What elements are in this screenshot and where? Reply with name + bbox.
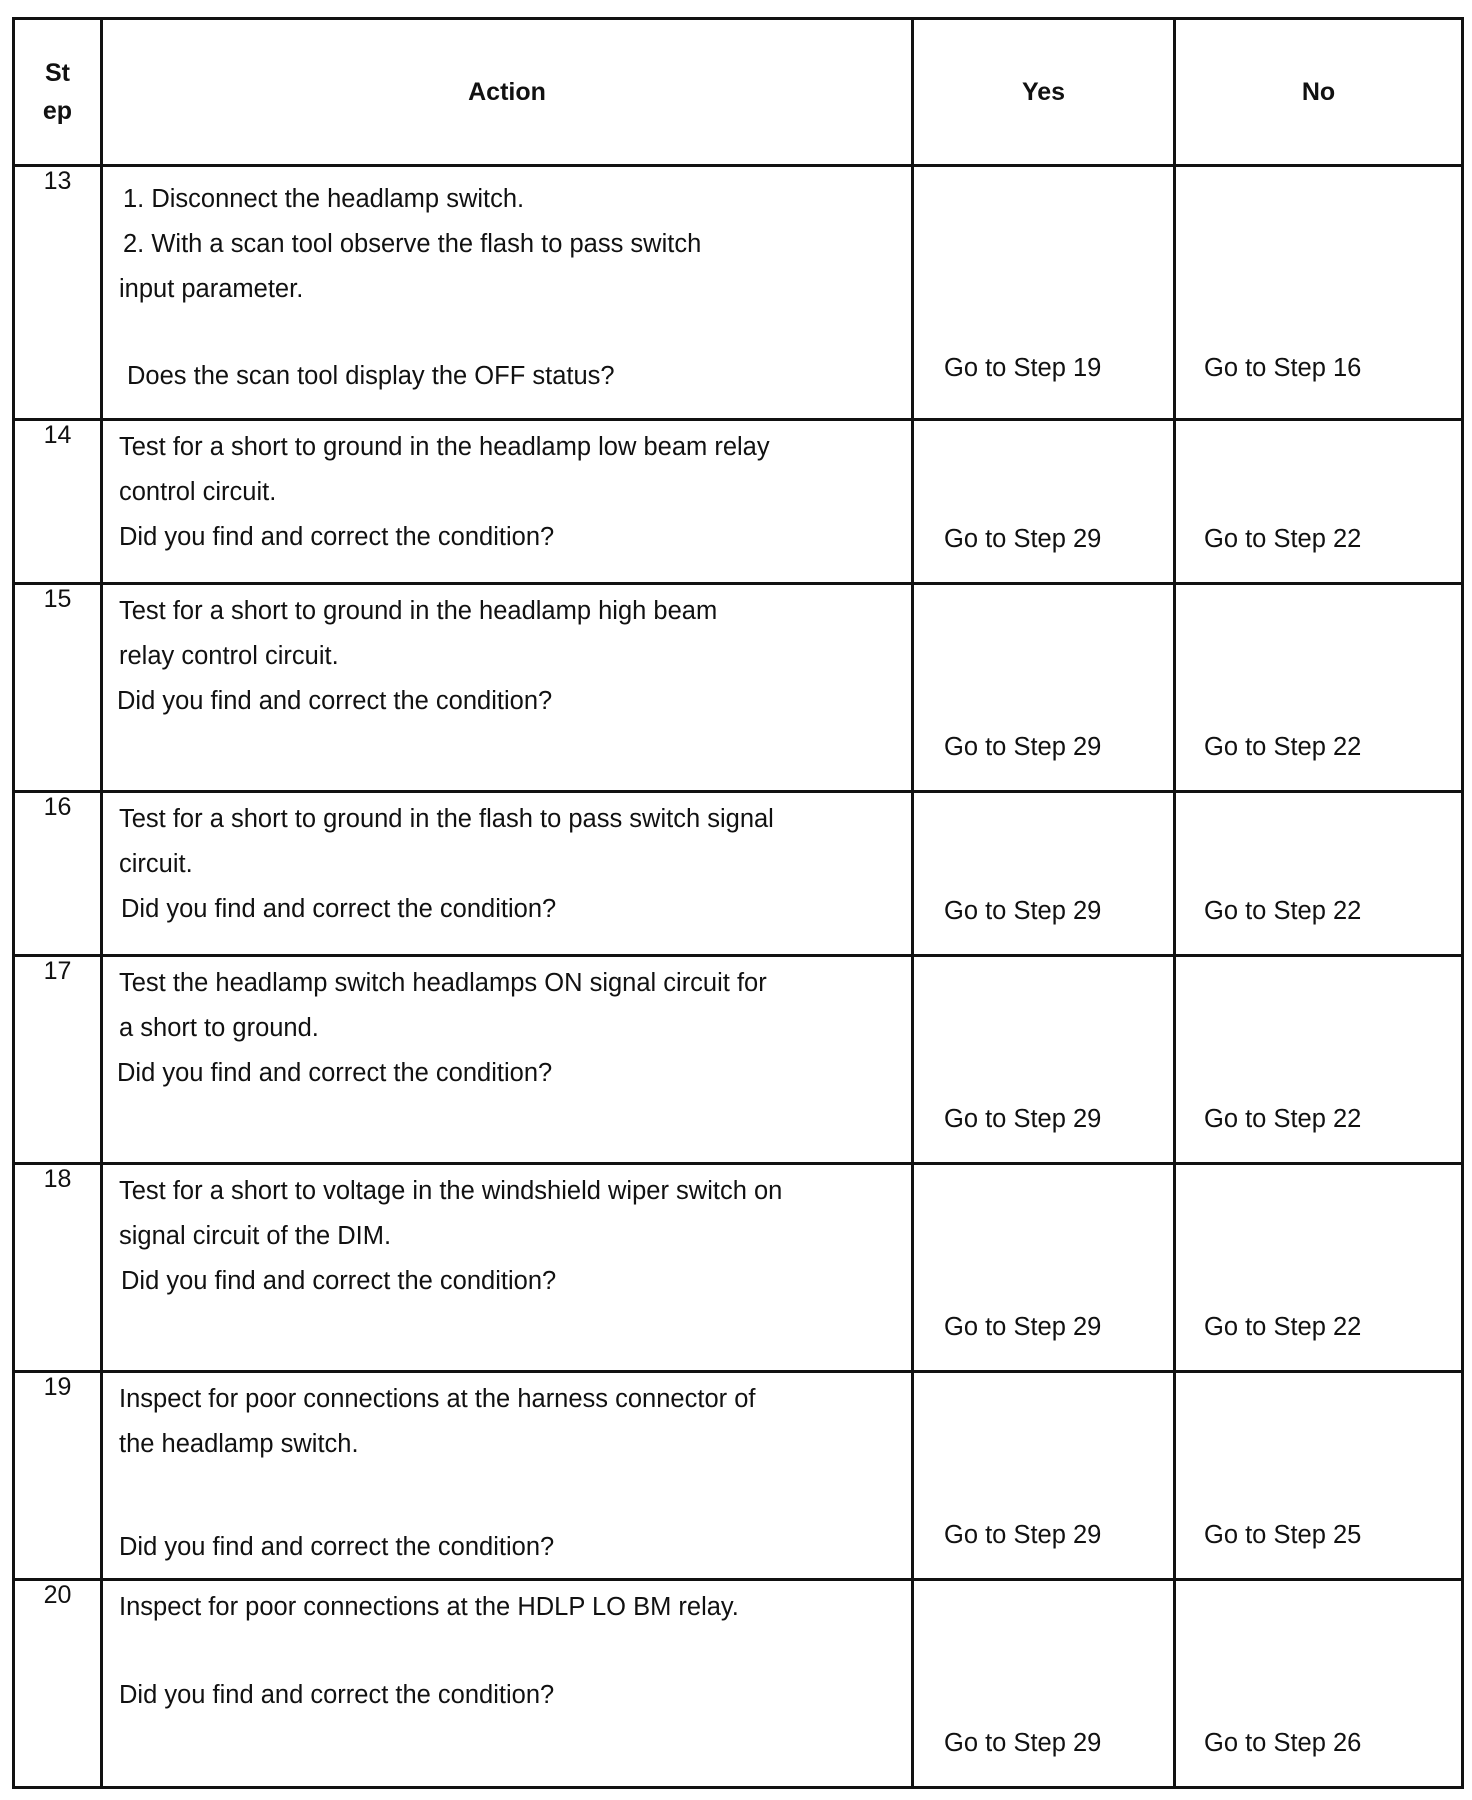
action-line: 2. With a scan tool observe the flash to pass switch [123, 230, 702, 258]
no-goto-link: Go to Step 22 [1204, 525, 1362, 553]
no-cell [1175, 1372, 1463, 1580]
header-row [14, 19, 1463, 166]
action-line: Test for a short to ground in the flash to pass switch signal [119, 805, 774, 833]
action-cell [102, 1372, 913, 1580]
table-row [14, 1164, 1463, 1372]
no-cell [1175, 1580, 1463, 1788]
action-question: Does the scan tool display the OFF status? [127, 362, 615, 390]
yes-cell [913, 584, 1175, 792]
no-cell [1175, 956, 1463, 1164]
action-line: Inspect for poor connections at the harness connector of [119, 1385, 756, 1413]
action-line: Test the headlamp switch headlamps ON signal circuit for [119, 969, 767, 997]
no-goto-link: Go to Step 16 [1204, 354, 1362, 382]
step-number: 20 [14, 1580, 102, 1788]
yes-goto-link: Go to Step 29 [944, 525, 1102, 553]
yes-cell [913, 1372, 1175, 1580]
action-question: Did you find and correct the condition? [121, 1267, 557, 1295]
yes-goto-link: Go to Step 29 [944, 1313, 1102, 1341]
yes-goto-link: Go to Step 29 [944, 897, 1102, 925]
diagnostic-table-page [12, 17, 1461, 1789]
action-question: Did you find and correct the condition? [121, 895, 557, 923]
yes-cell [913, 166, 1175, 420]
action-cell [102, 956, 913, 1164]
step-number: 18 [14, 1164, 102, 1372]
step-number: 16 [14, 792, 102, 956]
diagnostic-table [12, 17, 1464, 1789]
no-goto-link: Go to Step 22 [1204, 897, 1362, 925]
yes-cell [913, 420, 1175, 584]
action-line: Test for a short to ground in the headlamp high beam [119, 597, 718, 625]
action-cell [102, 584, 913, 792]
action-question: Did you find and correct the condition? [117, 1059, 553, 1087]
yes-goto-link: Go to Step 19 [944, 354, 1102, 382]
action-cell [102, 1164, 913, 1372]
no-goto-link: Go to Step 22 [1204, 733, 1362, 761]
action-line: 1. Disconnect the headlamp switch. [123, 185, 525, 213]
step-number: 14 [14, 420, 102, 584]
table-row [14, 584, 1463, 792]
yes-goto-link: Go to Step 29 [944, 1105, 1102, 1133]
action-cell [102, 1580, 913, 1788]
action-line: the headlamp switch. [119, 1430, 359, 1458]
action-line: circuit. [119, 850, 193, 878]
action-line: Test for a short to ground in the headlamp low beam relay [119, 433, 770, 461]
action-question: Did you find and correct the condition? [119, 1533, 555, 1561]
table-row [14, 420, 1463, 584]
action-line: relay control circuit. [119, 642, 339, 670]
step-number: 13 [14, 166, 102, 420]
step-number: 19 [14, 1372, 102, 1580]
action-line: signal circuit of the DIM. [119, 1222, 392, 1250]
yes-goto-link: Go to Step 29 [944, 1729, 1102, 1757]
step-column-header [14, 19, 102, 166]
action-question: Did you find and correct the condition? [119, 1681, 555, 1709]
no-cell [1175, 420, 1463, 584]
yes-cell [913, 1580, 1175, 1788]
no-column-header: No [1175, 19, 1463, 166]
yes-cell [913, 1164, 1175, 1372]
action-line: Inspect for poor connections at the HDLP LO BM relay. [119, 1593, 739, 1621]
no-goto-link: Go to Step 26 [1204, 1729, 1362, 1757]
yes-column-header: Yes [913, 19, 1175, 166]
action-question: Did you find and correct the condition? [117, 687, 553, 715]
table-row [14, 1580, 1463, 1788]
no-goto-link: Go to Step 22 [1204, 1313, 1362, 1341]
step-header-line2: ep [42, 97, 73, 125]
no-cell [1175, 584, 1463, 792]
yes-cell [913, 792, 1175, 956]
no-goto-link: Go to Step 22 [1204, 1105, 1362, 1133]
action-column-header: Action [102, 19, 913, 166]
table-row [14, 956, 1463, 1164]
action-line: a short to ground. [119, 1014, 319, 1042]
no-cell [1175, 166, 1463, 420]
step-number: 17 [14, 956, 102, 1164]
action-cell [102, 792, 913, 956]
step-header-line1: St [45, 59, 70, 87]
yes-goto-link: Go to Step 29 [944, 733, 1102, 761]
yes-cell [913, 956, 1175, 1164]
no-cell [1175, 792, 1463, 956]
yes-goto-link: Go to Step 29 [944, 1521, 1102, 1549]
table-row [14, 1372, 1463, 1580]
step-number: 15 [14, 584, 102, 792]
table-row [14, 166, 1463, 420]
no-goto-link: Go to Step 25 [1204, 1521, 1362, 1549]
action-cell [102, 420, 913, 584]
action-question: Did you find and correct the condition? [119, 523, 555, 551]
no-cell [1175, 1164, 1463, 1372]
action-line: input parameter. [119, 275, 304, 303]
action-line: control circuit. [119, 478, 277, 506]
action-cell [102, 166, 913, 420]
action-line: Test for a short to voltage in the windshield wiper switch on [119, 1177, 783, 1205]
table-row [14, 792, 1463, 956]
